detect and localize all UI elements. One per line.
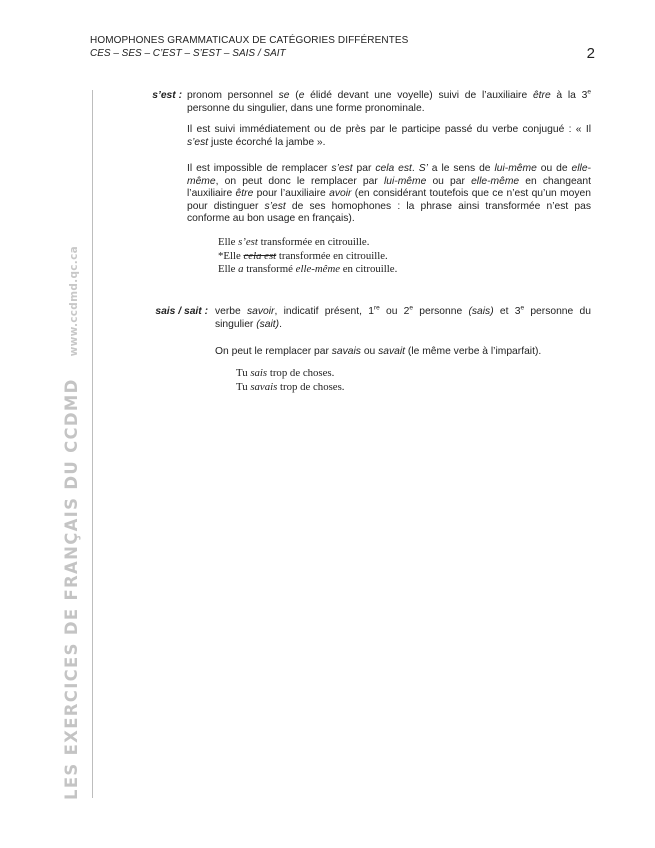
term-sais-sait: sais / sait : (155, 306, 208, 317)
sais-definition: verbe savoir, indicatif présent, 1re ou 2e personne (sais) et 3e personne du singulier (sait). (215, 304, 591, 330)
sest-example-1: Elle s’est transformée en citrouille. (218, 236, 370, 248)
sest-examples (218, 236, 397, 277)
sest-paragraph-3: Il est impossible de remplacer s’est par cela est. S’ a le sens de lui-même ou de elle-même, on peut donc le remplacer par lui-même ou par elle-même en changeant l’auxiliaire être pour l’auxiliaire avoir (en considérant toutefois que ce n’est qu’un moyen pour distinguer s’est de ses homophones : la phrase ainsi transformée n’est pas conforme au bon usage en français). (187, 163, 591, 225)
sidebar-brand: LES EXERCICES DE FRANÇAIS DU CCDMD (62, 378, 81, 800)
sest-paragraph-2: Il est suivi immédiatement ou de près par le participe passé du verbe conjugué : « Il s’est juste écorché la jambe ». (187, 124, 591, 148)
sest-example-3: Elle a transformé elle-même en citrouille. (218, 263, 398, 276)
header-title: HOMOPHONES GRAMMATICAUX DE CATÉGORIES DIFFÉRENTES (90, 35, 409, 46)
sest-example-2: *Elle cela est transformée en citrouille. (218, 249, 388, 262)
page-number: 2 (586, 45, 595, 62)
header-subtitle: CES – SES – C’EST – S’EST – SAIS / SAIT (90, 48, 286, 59)
term-sest: s’est : (152, 90, 182, 101)
sais-example-1: Tu sais trop de choses. (236, 367, 335, 379)
sais-example-2: Tu savais trop de choses. (236, 380, 345, 393)
sidebar-branding (62, 246, 81, 800)
sest-definition: pronom personnel se (e élidé devant une voyelle) suivi de l’auxiliaire être à la 3e personne du singulier, dans une forme pronominale. (187, 88, 591, 114)
sais-examples (236, 367, 345, 394)
sidebar-rule (92, 90, 93, 798)
page-header (90, 35, 595, 62)
sais-paragraph-2: On peut le remplacer par savais ou savait (le même verbe à l’imparfait). (215, 346, 542, 357)
sidebar-url: www.ccdmd.qc.ca (68, 246, 80, 357)
